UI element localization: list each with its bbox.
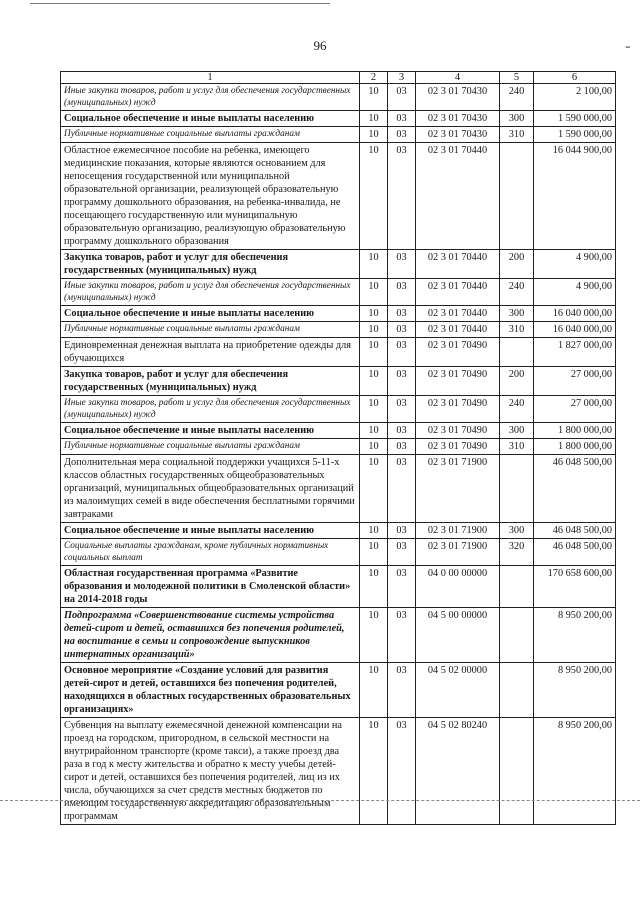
- expense-type-code: 200: [500, 250, 534, 279]
- section-code: 10: [360, 423, 388, 439]
- amount: 4 900,00: [534, 279, 616, 306]
- subsection-code: 03: [388, 367, 416, 396]
- section-code: 10: [360, 127, 388, 143]
- section-code: 10: [360, 566, 388, 608]
- column-header: 3: [388, 72, 416, 84]
- table-row: [61, 439, 616, 455]
- column-header: 4: [416, 72, 500, 84]
- column-header: 1: [61, 72, 360, 84]
- target-article-code: 02 3 01 70430: [416, 127, 500, 143]
- amount: 16 044 900,00: [534, 143, 616, 250]
- target-article-code: 04 5 02 00000: [416, 663, 500, 718]
- expense-type-code: 310: [500, 439, 534, 455]
- budget-table: [60, 71, 616, 825]
- amount: 1 827 000,00: [534, 338, 616, 367]
- row-name: Публичные нормативные социальные выплаты гражданам: [61, 127, 360, 143]
- subsection-code: 03: [388, 143, 416, 250]
- expense-type-code: 240: [500, 279, 534, 306]
- row-name: Дополнительная мера социальной поддержки учащихся 5-11-х классов областных государственных общеобразовательных организаций, муниципальных общеобразовательных организаций из малоимущих семей в виде обеспечения бесплатными горячими завтраками: [61, 455, 360, 523]
- amount: 170 658 600,00: [534, 566, 616, 608]
- table-row: [61, 423, 616, 439]
- column-header: 6: [534, 72, 616, 84]
- target-article-code: 02 3 01 71900: [416, 455, 500, 523]
- subsection-code: 03: [388, 322, 416, 338]
- section-code: 10: [360, 322, 388, 338]
- target-article-code: 02 3 01 70490: [416, 439, 500, 455]
- target-article-code: 02 3 01 70440: [416, 306, 500, 322]
- expense-type-code: [500, 455, 534, 523]
- expense-type-code: [500, 338, 534, 367]
- table-row: [61, 396, 616, 423]
- target-article-code: 04 0 00 00000: [416, 566, 500, 608]
- subsection-code: 03: [388, 439, 416, 455]
- subsection-code: 03: [388, 539, 416, 566]
- row-name: Иные закупки товаров, работ и услуг для обеспечения государственных (муниципальных) нужд: [61, 279, 360, 306]
- table-row: [61, 455, 616, 523]
- expense-type-code: [500, 608, 534, 663]
- target-article-code: 02 3 01 70430: [416, 111, 500, 127]
- subsection-code: 03: [388, 127, 416, 143]
- expense-type-code: 320: [500, 539, 534, 566]
- amount: 8 950 200,00: [534, 718, 616, 825]
- subsection-code: 03: [388, 608, 416, 663]
- table-row: [61, 608, 616, 663]
- expense-type-code: 200: [500, 367, 534, 396]
- table-row: [61, 111, 616, 127]
- expense-type-code: 300: [500, 306, 534, 322]
- table-row: [61, 306, 616, 322]
- amount: 1 800 000,00: [534, 439, 616, 455]
- amount: 4 900,00: [534, 250, 616, 279]
- row-name: Социальное обеспечение и иные выплаты населению: [61, 111, 360, 127]
- target-article-code: 02 3 01 70430: [416, 84, 500, 111]
- row-name: Закупка товаров, работ и услуг для обеспечения государственных (муниципальных) нужд: [61, 250, 360, 279]
- subsection-code: 03: [388, 566, 416, 608]
- subsection-code: 03: [388, 306, 416, 322]
- subsection-code: 03: [388, 396, 416, 423]
- target-article-code: 02 3 01 70490: [416, 396, 500, 423]
- row-name: Единовременная денежная выплата на приобретение одежды для обучающихся: [61, 338, 360, 367]
- expense-type-code: [500, 566, 534, 608]
- section-code: 10: [360, 367, 388, 396]
- subsection-code: 03: [388, 279, 416, 306]
- target-article-code: 02 3 01 71900: [416, 523, 500, 539]
- section-code: 10: [360, 396, 388, 423]
- table-row: [61, 566, 616, 608]
- table-row: [61, 143, 616, 250]
- amount: 8 950 200,00: [534, 608, 616, 663]
- section-code: 10: [360, 718, 388, 825]
- column-header-row: [61, 72, 616, 84]
- section-code: 10: [360, 523, 388, 539]
- table-row: [61, 127, 616, 143]
- row-name: Публичные нормативные социальные выплаты гражданам: [61, 322, 360, 338]
- table-row: [61, 322, 616, 338]
- row-name: Иные закупки товаров, работ и услуг для обеспечения государственных (муниципальных) нужд: [61, 396, 360, 423]
- row-name: Закупка товаров, работ и услуг для обеспечения государственных (муниципальных) нужд: [61, 367, 360, 396]
- subsection-code: 03: [388, 250, 416, 279]
- expense-type-code: 300: [500, 111, 534, 127]
- expense-type-code: 300: [500, 523, 534, 539]
- column-header: 5: [500, 72, 534, 84]
- amount: 1 590 000,00: [534, 111, 616, 127]
- subsection-code: 03: [388, 84, 416, 111]
- target-article-code: 02 3 01 70490: [416, 338, 500, 367]
- amount: 1 590 000,00: [534, 127, 616, 143]
- amount: 27 000,00: [534, 396, 616, 423]
- expense-type-code: [500, 143, 534, 250]
- target-article-code: 02 3 01 70490: [416, 367, 500, 396]
- row-name: Социальное обеспечение и иные выплаты населению: [61, 306, 360, 322]
- table-row: [61, 367, 616, 396]
- subsection-code: 03: [388, 338, 416, 367]
- row-name: Публичные нормативные социальные выплаты гражданам: [61, 439, 360, 455]
- target-article-code: 02 3 01 70490: [416, 423, 500, 439]
- row-name: Социальное обеспечение и иные выплаты населению: [61, 423, 360, 439]
- amount: 16 040 000,00: [534, 306, 616, 322]
- section-code: 10: [360, 663, 388, 718]
- table-row: [61, 539, 616, 566]
- section-code: 10: [360, 439, 388, 455]
- target-article-code: 02 3 01 70440: [416, 322, 500, 338]
- subsection-code: 03: [388, 455, 416, 523]
- expense-type-code: [500, 663, 534, 718]
- target-article-code: 02 3 01 70440: [416, 143, 500, 250]
- section-code: 10: [360, 306, 388, 322]
- table-row: [61, 338, 616, 367]
- table-row: [61, 663, 616, 718]
- section-code: 10: [360, 608, 388, 663]
- amount: 8 950 200,00: [534, 663, 616, 718]
- amount: 46 048 500,00: [534, 539, 616, 566]
- section-code: 10: [360, 338, 388, 367]
- expense-type-code: 310: [500, 322, 534, 338]
- row-name: Основное мероприятие «Создание условий для развития детей-сирот и детей, оставшихся без попечения родителей, находящихся в областных государственных образовательных организациях»: [61, 663, 360, 718]
- section-code: 10: [360, 250, 388, 279]
- table-row: [61, 279, 616, 306]
- row-name: Социальные выплаты гражданам, кроме публичных нормативных социальных выплат: [61, 539, 360, 566]
- row-name: Социальное обеспечение и иные выплаты населению: [61, 523, 360, 539]
- section-code: 10: [360, 143, 388, 250]
- amount: 1 800 000,00: [534, 423, 616, 439]
- scan-dashed-line: [0, 800, 640, 801]
- table-row: [61, 84, 616, 111]
- column-header: 2: [360, 72, 388, 84]
- row-name: Иные закупки товаров, работ и услуг для обеспечения государственных (муниципальных) нужд: [61, 84, 360, 111]
- table-row: [61, 523, 616, 539]
- subsection-code: 03: [388, 423, 416, 439]
- section-code: 10: [360, 84, 388, 111]
- table-row: [61, 718, 616, 825]
- section-code: 10: [360, 111, 388, 127]
- subsection-code: 03: [388, 111, 416, 127]
- expense-type-code: 300: [500, 423, 534, 439]
- expense-type-code: 310: [500, 127, 534, 143]
- amount: 27 000,00: [534, 367, 616, 396]
- row-name: Подпрограмма «Совершенствование системы устройства детей-сирот и детей, оставшихся без попечения родителей, на воспитание в семьи и сопровождение выпускников интернатных организаций»: [61, 608, 360, 663]
- section-code: 10: [360, 279, 388, 306]
- subsection-code: 03: [388, 663, 416, 718]
- subsection-code: 03: [388, 718, 416, 825]
- scan-edge-mark: ╴: [625, 41, 634, 56]
- section-code: 10: [360, 539, 388, 566]
- target-article-code: 02 3 01 70440: [416, 279, 500, 306]
- amount: 16 040 000,00: [534, 322, 616, 338]
- row-name: Субвенция на выплату ежемесячной денежной компенсации на проезд на городском, пригородном, в сельской местности на внутрирайонном транспорте (кроме такси), а также проезд два раза в год к месту жительства и обратно к месту учебы детей-сирот и детей, оставшихся без попечения родителей, лиц из их числа, обучающихся за счет средств местных бюджетов по имеющим государственную аккредитацию образовательным программам: [61, 718, 360, 825]
- subsection-code: 03: [388, 523, 416, 539]
- expense-type-code: 240: [500, 84, 534, 111]
- target-article-code: 02 3 01 70440: [416, 250, 500, 279]
- target-article-code: 02 3 01 71900: [416, 539, 500, 566]
- target-article-code: 04 5 00 00000: [416, 608, 500, 663]
- amount: 2 100,00: [534, 84, 616, 111]
- table-row: [61, 250, 616, 279]
- page-number: 96: [313, 38, 327, 53]
- expense-type-code: 240: [500, 396, 534, 423]
- section-code: 10: [360, 455, 388, 523]
- amount: 46 048 500,00: [534, 523, 616, 539]
- target-article-code: 04 5 02 80240: [416, 718, 500, 825]
- scan-artifact-line: [30, 3, 330, 4]
- expense-type-code: [500, 718, 534, 825]
- row-name: Областная государственная программа «Развитие образования и молодежной политики в Смоленской области» на 2014-2018 годы: [61, 566, 360, 608]
- amount: 46 048 500,00: [534, 455, 616, 523]
- row-name: Областное ежемесячное пособие на ребенка, имеющего медицинские показания, которые являются основанием для непосещения государственной или муниципальной образовательной организации, реализующей образовательную программу дошкольного образования, на ребенка-инвалида, не посещающего государственную или муниципальную образовательную организацию, реализующую образовательную программу дошкольного образования: [61, 143, 360, 250]
